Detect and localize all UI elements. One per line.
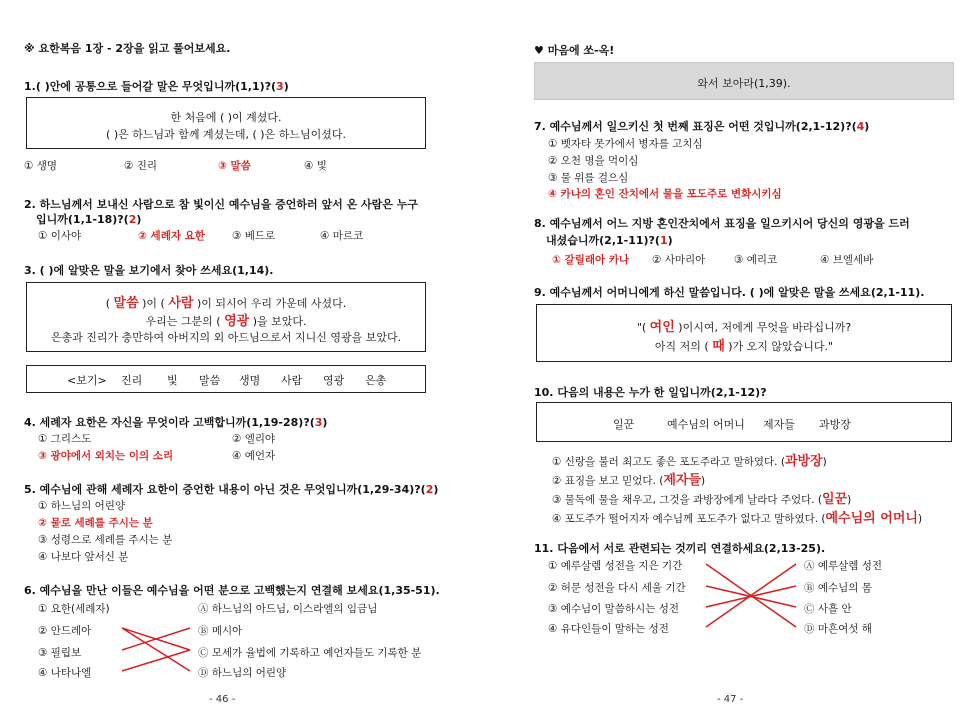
q1-option-1: ① 생명 <box>24 160 58 172</box>
q3-bogi-label: <보기> <box>67 374 107 387</box>
q9-box <box>536 304 952 362</box>
q6-right-item-a: Ⓐ 하느님의 아드님, 이스라엘의 임금님 <box>198 603 378 615</box>
q11-line-2-c <box>706 586 796 607</box>
q1-box <box>26 97 426 149</box>
q1-option-2: ② 진리 <box>124 160 158 172</box>
q11-line-4-a <box>706 564 796 627</box>
q11-left-item-1: ① 예루살렘 성전을 지은 기간 <box>548 560 683 572</box>
q9-title: 9. 예수님께서 어머니에게 하신 말씀입니다. ( )에 알맞은 말을 쓰세요(2,1-11). <box>534 286 925 299</box>
q5-option-3: ③ 성령으로 세례를 주시는 분 <box>38 534 173 546</box>
q10-title: 10. 다음의 내용은 누가 한 일입니까(2,1-12)? <box>534 386 767 399</box>
q3-bogi-word: 사람 <box>281 374 303 387</box>
left-header: ※ 요한복음 1장 - 2장을 읽고 풀어보세요. <box>24 42 231 55</box>
q11-right-item-c: Ⓒ 사흘 안 <box>804 603 852 615</box>
q1-box-line1: 한 처음에 ( )이 계셨다. <box>170 111 282 124</box>
q9-answer-2: 때 <box>712 339 725 354</box>
q11-left-item-4: ④ 유다인들이 말하는 성전 <box>548 623 669 635</box>
q6-left-item-3: ③ 필립보 <box>38 647 82 659</box>
q4-option-2: ② 엘리야 <box>232 433 276 445</box>
q2-option-3: ③ 베드로 <box>232 230 276 242</box>
q1-answer: 3 <box>276 80 284 93</box>
q3-bogi-word: 빛 <box>167 374 178 387</box>
q6-line-x <box>122 628 190 650</box>
q3-bogi-word: 생명 <box>239 374 261 387</box>
q3-bogi-word: 진리 <box>121 374 143 387</box>
q2-option-1: ① 이사야 <box>38 230 82 242</box>
q10-item-3: ③ 물독에 물을 채우고, 그것을 과방장에게 날라다 주었다. (일꾼) <box>552 492 852 507</box>
q11-line-1-d <box>706 564 796 627</box>
q4-answer: 3 <box>314 416 323 429</box>
q10-word: 예수님의 어머니 <box>667 418 745 431</box>
q3-box-line1: ( 말씀 )이 ( 사람 )이 되시어 우리 가운데 사셨다. <box>105 296 347 311</box>
q9-answer-1: 여인 <box>649 320 675 335</box>
q5-option-2: ② 물로 세례를 주시는 분 <box>38 517 153 529</box>
q1-box-line2: ( )은 하느님과 함께 계셨는데, ( )은 하느님이셨다. <box>106 128 346 141</box>
q8-answer: 1 <box>659 234 668 247</box>
verse-box <box>534 62 954 100</box>
q7-answer: 4 <box>856 120 865 133</box>
q7-title: 7. 예수님께서 일으키신 첫 번째 표징은 어떤 것입니까(2,1-12)?(4) <box>534 120 870 133</box>
q6-left-item-2: ② 안드레아 <box>38 625 92 637</box>
q2-answer: 2 <box>128 213 137 226</box>
q3-box-line2: 우리는 그분의 ( 영광 )을 보았다. <box>145 314 307 329</box>
q8-option-2: ② 사마리아 <box>652 254 706 266</box>
q8-title-line2: 내셨습니까(2,1-11)?(1) <box>546 234 673 247</box>
q1-option-3: ③ 말씀 <box>218 160 251 172</box>
q11-right-item-b: Ⓑ 예수님의 몸 <box>804 582 872 594</box>
q2-title-line1: 2. 하느님께서 보내신 사람으로 참 빛이신 예수님을 증언하러 앞서 온 사람은 누구 <box>24 198 418 211</box>
q10-item-2: ② 표징을 보고 믿었다. (제자들) <box>552 473 706 488</box>
q8-option-4: ④ 브엘세바 <box>820 254 874 266</box>
q3-bogi-word: 은총 <box>365 374 387 387</box>
q2-option-4: ④ 마르코 <box>320 230 364 242</box>
q11-line-3-b <box>706 586 796 607</box>
q7-option-2: ② 오천 명을 먹이심 <box>548 155 639 167</box>
q5-title: 5. 예수님에 관해 세례자 요한이 증언한 내용이 아닌 것은 무엇입니까(1,29-34)?(2) <box>24 483 439 496</box>
q10-answer-3: 일꾼 <box>822 492 848 507</box>
q10-answer-2: 제자들 <box>663 473 702 488</box>
q11-left-item-3: ③ 예수님이 말씀하시는 성전 <box>548 603 679 615</box>
q4-option-1: ① 그리스도 <box>38 433 92 445</box>
q8-option-1: ① 갈릴래아 카나 <box>552 254 630 266</box>
q7-option-3: ③ 물 위를 걸으심 <box>548 172 629 184</box>
q5-answer: 2 <box>425 483 434 496</box>
q4-option-4: ④ 예언자 <box>232 450 276 462</box>
page-number-left: - 46 - <box>209 694 236 705</box>
q6-line-4-c <box>122 650 190 671</box>
q10-answer-1: 과방장 <box>784 454 823 469</box>
q9-box-line1: "( 여인 )이시여, 저에게 무엇을 바라십니까? <box>636 320 852 335</box>
q11-right-item-d: Ⓓ 마흔여섯 해 <box>804 623 872 635</box>
q3-answer-1: 말씀 <box>113 296 139 311</box>
q3-bogi-word: 영광 <box>323 374 345 387</box>
heart-title: ♥ 마음에 쏘-옥! <box>534 44 615 57</box>
q5-option-1: ① 하느님의 어린양 <box>38 500 126 512</box>
q3-title: 3. ( )에 알맞은 말을 보기에서 찾아 쓰세요(1,14). <box>24 264 274 277</box>
q6-line-3-b <box>122 628 190 650</box>
q10-word: 과방장 <box>819 418 851 431</box>
q6-line-2-d <box>122 628 190 671</box>
q8-option-3: ③ 예리코 <box>734 254 778 266</box>
q1-option-4: ④ 빛 <box>304 160 327 172</box>
q6-left-item-4: ④ 나타나엘 <box>38 667 92 679</box>
q3-bogi-box <box>26 365 426 393</box>
q10-word: 일꾼 <box>613 418 635 431</box>
q3-answer-3: 영광 <box>224 314 250 329</box>
q10-word: 제자들 <box>763 418 795 431</box>
q2-option-2: ② 세례자 요한 <box>138 230 205 242</box>
q6-right-item-c: Ⓒ 모세가 율법에 기록하고 예언자들도 기록한 분 <box>198 647 422 659</box>
q3-box <box>26 282 426 352</box>
q6-left-item-1: ① 요한(세례자) <box>38 603 110 615</box>
q9-box-line2: 아직 저의 ( 때 )가 오지 않았습니다." <box>654 339 834 354</box>
q2-title-line2: 입니까(1,1-18)?(2) <box>36 213 142 226</box>
q1-title: 1.( )안에 공통으로 들어갈 말은 무엇입니까(1,1)?(3) <box>24 80 289 93</box>
q10-words-box <box>536 402 952 442</box>
q3-bogi-word: 말씀 <box>199 374 221 387</box>
q10-item-1: ① 신랑을 불러 최고도 좋은 포도주라고 말하였다. (과방장) <box>552 454 827 469</box>
q6-right-item-b: Ⓑ 메시아 <box>198 625 243 637</box>
q5-option-4: ④ 나보다 앞서신 분 <box>38 551 129 563</box>
q10-answer-4: 예수님의 어머니 <box>825 511 918 526</box>
q3-answer-2: 사람 <box>168 296 194 311</box>
q7-option-4: ④ 카나의 혼인 잔치에서 물을 포도주로 변화시키심 <box>548 188 782 200</box>
q11-right-item-a: Ⓐ 예루살렘 성전 <box>804 560 883 572</box>
q11-left-item-2: ② 허문 성전을 다시 세울 기간 <box>548 582 686 594</box>
page-number-right: - 47 - <box>717 694 744 705</box>
q11-title: 11. 다음에서 서로 관련되는 것끼리 연결하세요(2,13-25). <box>534 542 826 555</box>
q6-right-item-d: Ⓓ 하느님의 어린양 <box>198 667 287 679</box>
verse-text: 와서 보아라(1,39). <box>697 77 791 90</box>
q6-title: 6. 예수님을 만난 이들은 예수님을 어떤 분으로 고백했는지 연결해 보세요(1,35-51). <box>24 584 440 597</box>
q3-box-line3: 은총과 진리가 충만하여 아버지의 외 아드님으로서 지니신 영광을 보았다. <box>50 331 402 344</box>
q10-item-4: ④ 포도주가 떨어지자 예수님께 포도주가 없다고 말하였다. (예수님의 어머니) <box>552 511 923 526</box>
q8-title-line1: 8. 예수님께서 어느 지방 혼인잔치에서 표징을 일으키시어 당신의 영광을 드러 <box>534 217 910 230</box>
q4-title: 4. 세례자 요한은 자신을 무엇이라 고백합니까(1,19-28)?(3) <box>24 416 328 429</box>
q4-option-3: ③ 광야에서 외치는 이의 소리 <box>38 450 174 462</box>
q7-option-1: ① 벳자타 못가에서 병자를 고치심 <box>548 138 703 150</box>
